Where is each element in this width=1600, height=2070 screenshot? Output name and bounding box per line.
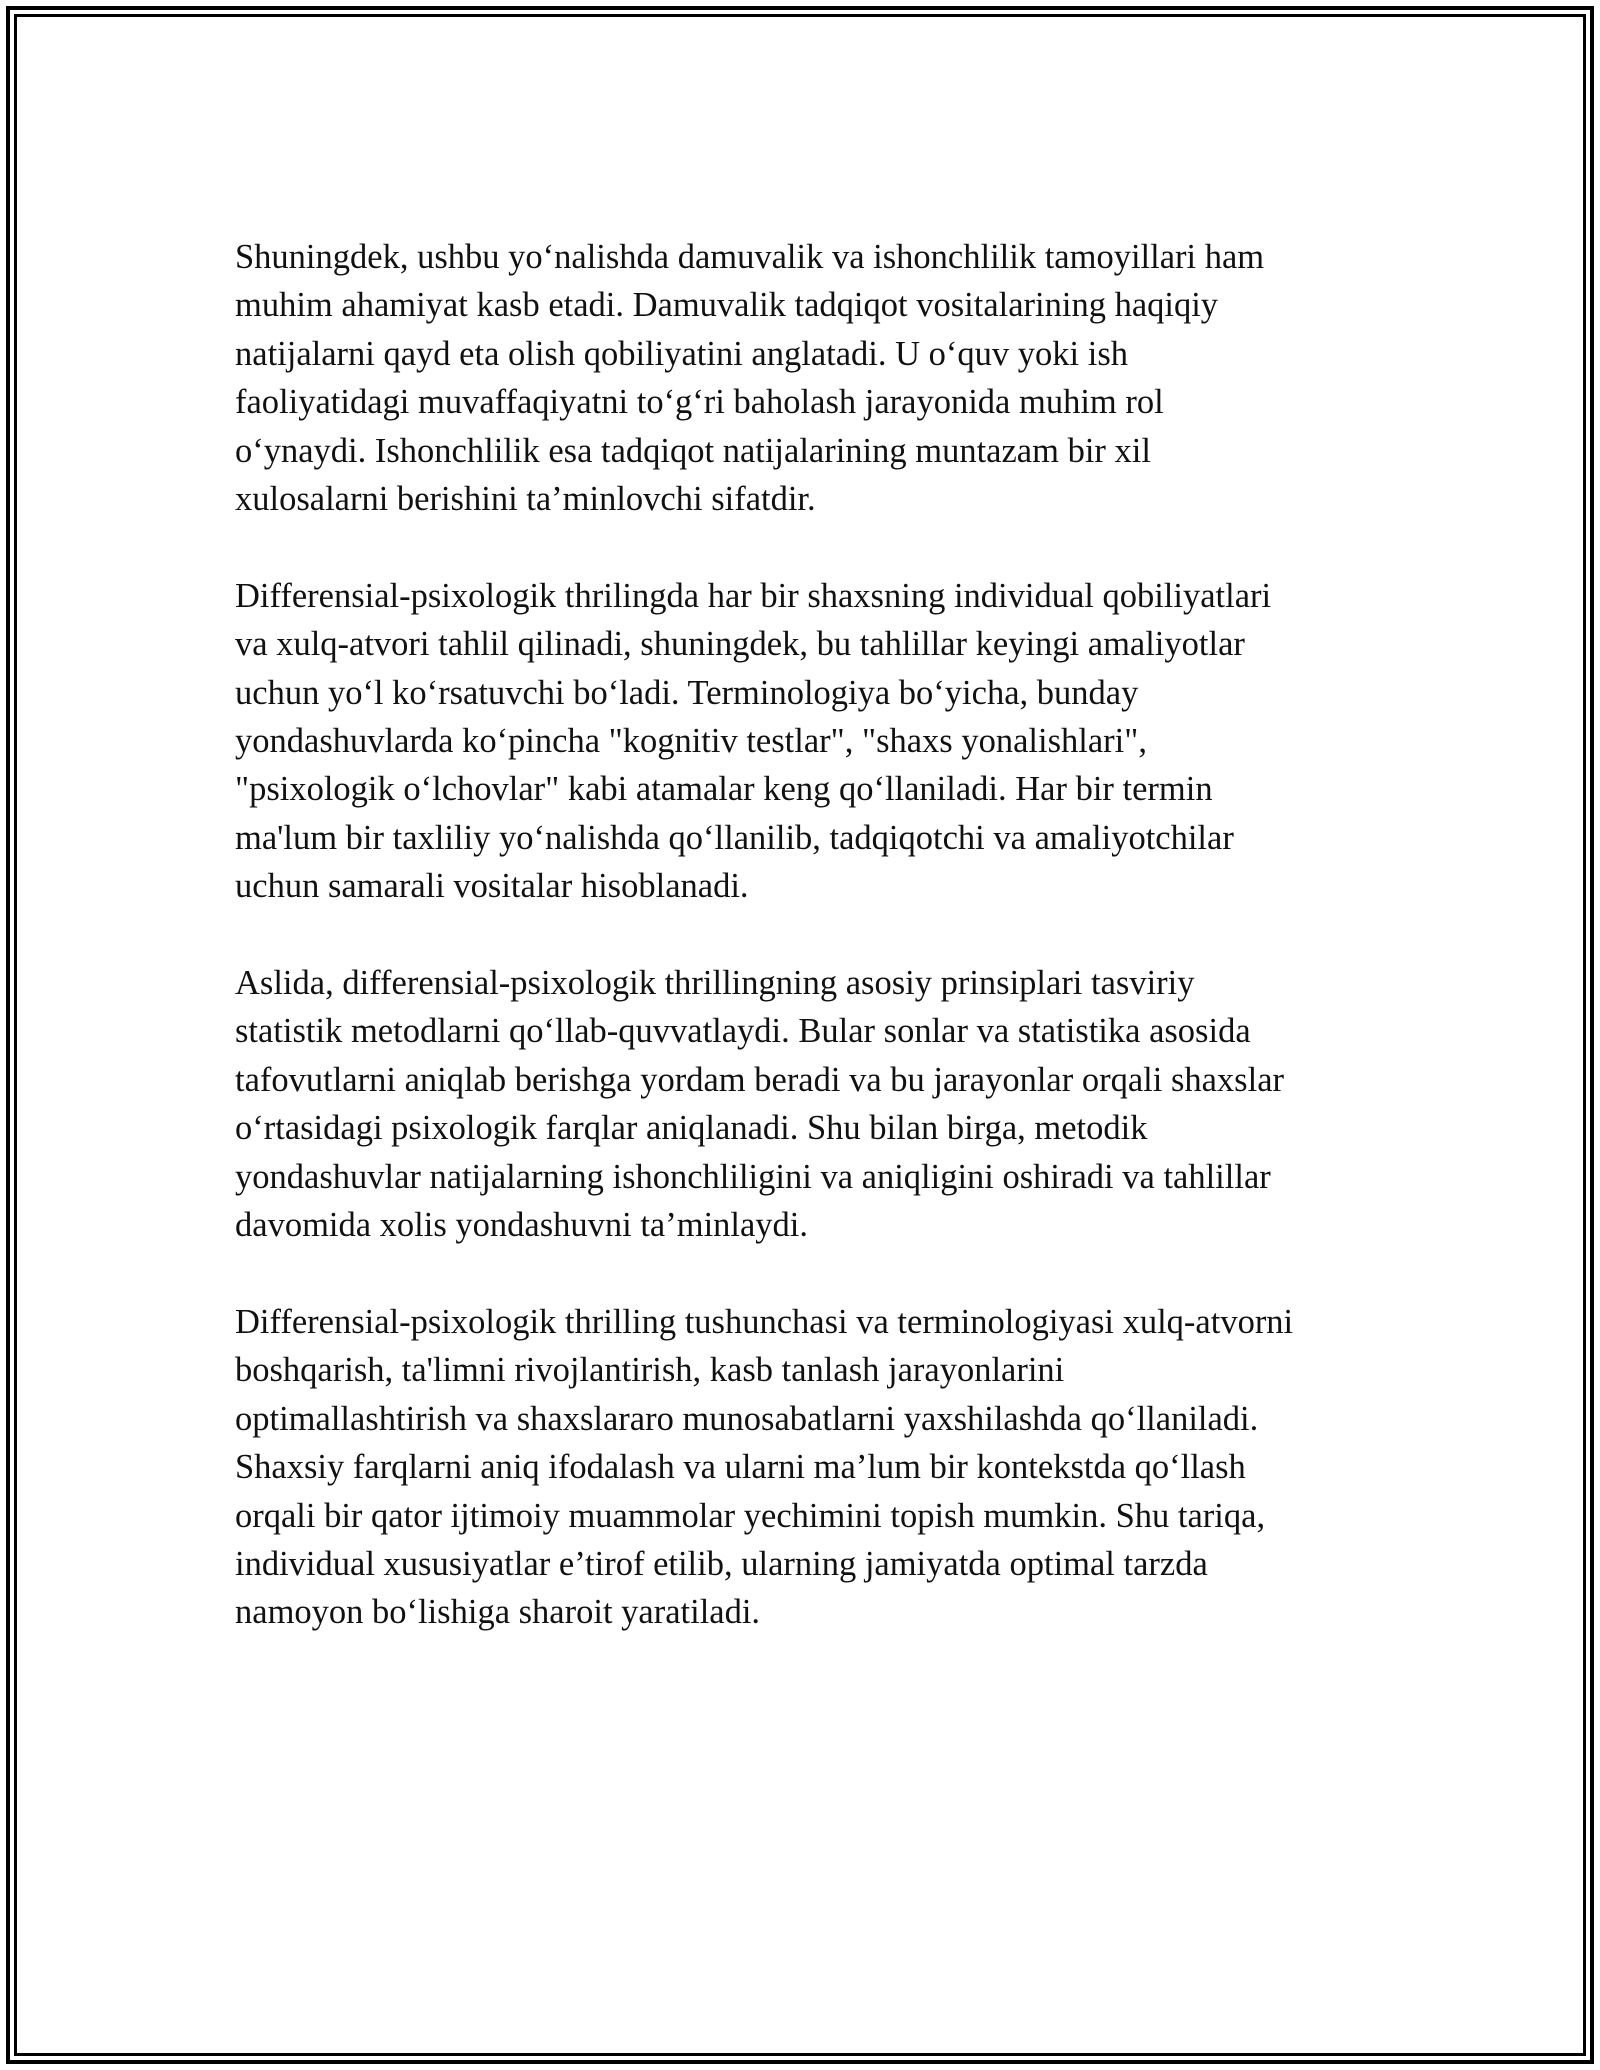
paragraph-3: [235, 959, 1385, 1249]
text-line: Shaxsiy farqlarni aniq ifodalash va ularni ma’lum bir kontekstda qo‘llash: [235, 1448, 1246, 1487]
paragraph-1: [235, 233, 1385, 523]
text-line: optimallashtirish va shaxslararo munosabatlarni yaxshilashda qo‘llaniladi.: [235, 1399, 1259, 1438]
text-line: natijalarni qayd eta olish qobiliyatini anglatadi. U o‘quv yoki ish: [235, 334, 1128, 373]
document-body: [235, 233, 1385, 1685]
paragraph-2: [235, 572, 1385, 911]
text-line: statistik metodlarni qo‘llab-quvvatlaydi. Bular sonlar va statistika asosida: [235, 1012, 1251, 1051]
text-line: uchun yo‘l ko‘rsatuvchi bo‘ladi. Terminologiya bo‘yicha, bunday: [235, 673, 1139, 712]
text-line: muhim ahamiyat kasb etadi. Damuvalik tadqiqot vositalarining haqiqiy: [235, 286, 1219, 325]
text-line: individual xususiyatlar e’tirof etilib, ularning jamiyatda optimal tarzda: [235, 1544, 1208, 1583]
text-line: yondashuvlarda ko‘pincha "kognitiv testlar", "shaxs yonalishlari",: [235, 722, 1147, 761]
text-line: uchun samarali vositalar hisoblanadi.: [235, 867, 749, 906]
text-line: Shuningdek, ushbu yo‘nalishda damuvalik va ishonchlilik tamoyillari ham: [235, 238, 1265, 276]
text-line: namoyon bo‘lishiga sharoit yaratiladi.: [235, 1593, 761, 1632]
text-line: orqali bir qator ijtimoiy muammolar yechimini topish mumkin. Shu tariqa,: [235, 1496, 1266, 1535]
text-line: xulosalarni berishini ta’minlovchi sifatdir.: [235, 480, 816, 519]
text-line: yondashuvlar natijalarning ishonchliligini va aniqligini oshiradi va tahlillar: [235, 1157, 1271, 1196]
text-line: Differensial-psixologik thrilingda har bir shaxsning individual qobiliyatlari: [235, 576, 1272, 615]
text-line: davomida xolis yondashuvni ta’minlaydi.: [235, 1206, 809, 1245]
text-line: tafovutlarni aniqlab berishga yordam beradi va bu jarayonlar orqali shaxslar: [235, 1060, 1284, 1099]
text-line: ma'lum bir taxliliy yo‘nalishda qo‘llanilib, tadqiqotchi va amaliyotchilar: [235, 818, 1234, 857]
text-line: o‘ynaydi. Ishonchlilik esa tadqiqot natijalarining muntazam bir xil: [235, 431, 1151, 470]
text-line: Aslida, differensial-psixologik thrillingning asosiy prinsiplari tasviriy: [235, 964, 1195, 1003]
text-line: faoliyatidagi muvaffaqiyatni to‘g‘ri baholash jarayonida muhim rol: [235, 383, 1164, 422]
text-line: o‘rtasidagi psixologik farqlar aniqlanadi. Shu bilan birga, metodik: [235, 1109, 1148, 1148]
text-line: "psixologik o‘lchovlar" kabi atamalar keng qo‘llaniladi. Har bir termin: [235, 770, 1213, 809]
text-line: va xulq-atvori tahlil qilinadi, shuningdek, bu tahlillar keyingi amaliyotlar: [235, 625, 1245, 664]
text-line: Differensial-psixologik thrilling tushunchasi va terminologiyasi xulq-atvorni: [235, 1302, 1294, 1341]
text-line: boshqarish, ta'limni rivojlantirish, kasb tanlash jarayonlarini: [235, 1351, 1065, 1390]
paragraph-4: [235, 1298, 1385, 1637]
